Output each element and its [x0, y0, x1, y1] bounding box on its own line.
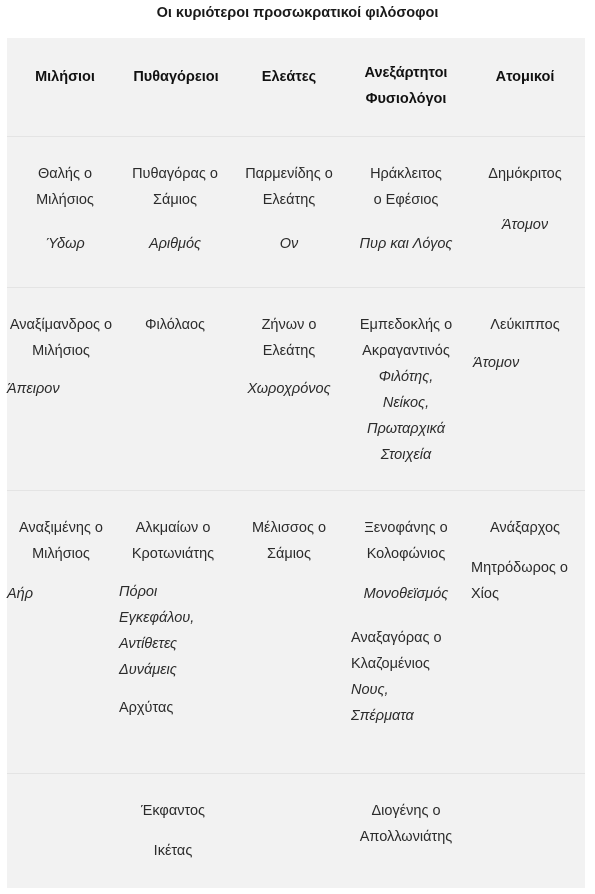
philosopher-idea: Φιλότης, Νείκος, Πρωταρχικά Στοιχεία: [366, 369, 446, 463]
philosopher-name: Ικέτας: [153, 843, 193, 859]
header-independent-physiologists: Ανεξάρτητοι Φυσιολόγοι: [364, 65, 448, 107]
philosopher-idea: Αήρ: [7, 586, 34, 602]
philosopher-idea: Ον: [279, 236, 299, 252]
philosopher-name: Διογένης ο Απολλωνιάτης: [359, 803, 453, 845]
table-row: [7, 136, 585, 287]
cell: [17, 161, 113, 257]
header-milesians: Μιλήσιοι: [35, 69, 95, 85]
header-atomists: Ατομικοί: [495, 69, 555, 85]
philosopher-name: Πυθαγόρας ο Σάμιος: [132, 166, 218, 208]
philosopher-idea: Μονοθεϊσμός: [363, 586, 449, 602]
cell: [473, 161, 577, 238]
table-row: [7, 773, 585, 888]
philosopher-idea: Πυρ και Λόγος: [359, 236, 453, 252]
philosopher-name: Αρχύτας: [119, 700, 174, 716]
header-eleatics: Ελεάτες: [261, 69, 317, 85]
philosopher-idea: Άτομον: [501, 217, 549, 233]
philosopher-idea: Αριθμός: [148, 236, 202, 252]
cell: [233, 515, 345, 567]
philosopher-name: Φιλόλαος: [144, 317, 206, 333]
cell: [7, 312, 115, 402]
philosopher-name: Έκφαντος: [140, 803, 206, 819]
header-pythagoreans: Πυθαγόρειοι: [133, 69, 219, 85]
cell: [7, 515, 115, 607]
cell: [347, 161, 465, 257]
cell: [347, 312, 465, 468]
cell: [119, 515, 227, 721]
cell: [473, 312, 577, 376]
page-title: Οι κυριότεροι προσωκρατικοί φιλόσοφοι: [156, 5, 439, 21]
philosopher-name: Εμπεδοκλής ο Ακραγαντινός: [359, 317, 453, 359]
philosopher-name: Αναξαγόρας ο Κλαζομένιος: [351, 630, 442, 672]
philosopher-name: Θαλής ο Μιλήσιος: [36, 166, 94, 208]
cell: [347, 515, 465, 729]
philosopher-name: Αναξίμανδρος ο Μιλήσιος: [9, 317, 113, 359]
cell: [471, 515, 579, 607]
cell: [119, 798, 227, 864]
philosopher-name: Μητρόδωρος ο Χίος: [471, 560, 568, 602]
philosopher-name: Δημόκριτος: [488, 166, 562, 182]
cell: [347, 798, 465, 850]
philosopher-idea: Χωροχρόνος: [247, 381, 331, 397]
table-row: [7, 287, 585, 490]
philosopher-name: Ξενοφάνης ο Κολοφώνιος: [364, 520, 448, 562]
philosopher-name: Μέλισσος ο Σάμιος: [251, 520, 327, 562]
philosopher-name: Ζήνων ο Ελεάτης: [261, 317, 317, 359]
philosopher-name: Ανάξαρχος: [489, 520, 561, 536]
cell: [125, 161, 225, 257]
table-row: [7, 490, 585, 773]
philosopher-idea: Ύδωρ: [45, 236, 85, 252]
philosopher-name: Αλκμαίων ο Κροτωνιάτης: [131, 520, 215, 562]
philosopher-idea: Νους, Σπέρματα: [351, 682, 414, 724]
cell: [233, 312, 345, 402]
philosopher-name: Αναξιμένης ο Μιλήσιος: [19, 520, 103, 562]
philosopher-idea: Άπειρον: [7, 381, 60, 397]
cell: [125, 312, 225, 338]
philosopher-name: Λεύκιππος: [490, 317, 560, 333]
philosopher-idea: Πόροι Εγκεφάλου, Αντίθετες Δυνάμεις: [119, 584, 195, 678]
philosophers-table: [7, 38, 585, 888]
cell: [239, 161, 339, 257]
philosopher-name: Παρμενίδης ο Ελεάτης: [245, 166, 333, 208]
philosopher-idea: Άτομον: [473, 355, 520, 371]
philosopher-name: Ηράκλειτος ο Εφέσιος: [370, 166, 442, 208]
